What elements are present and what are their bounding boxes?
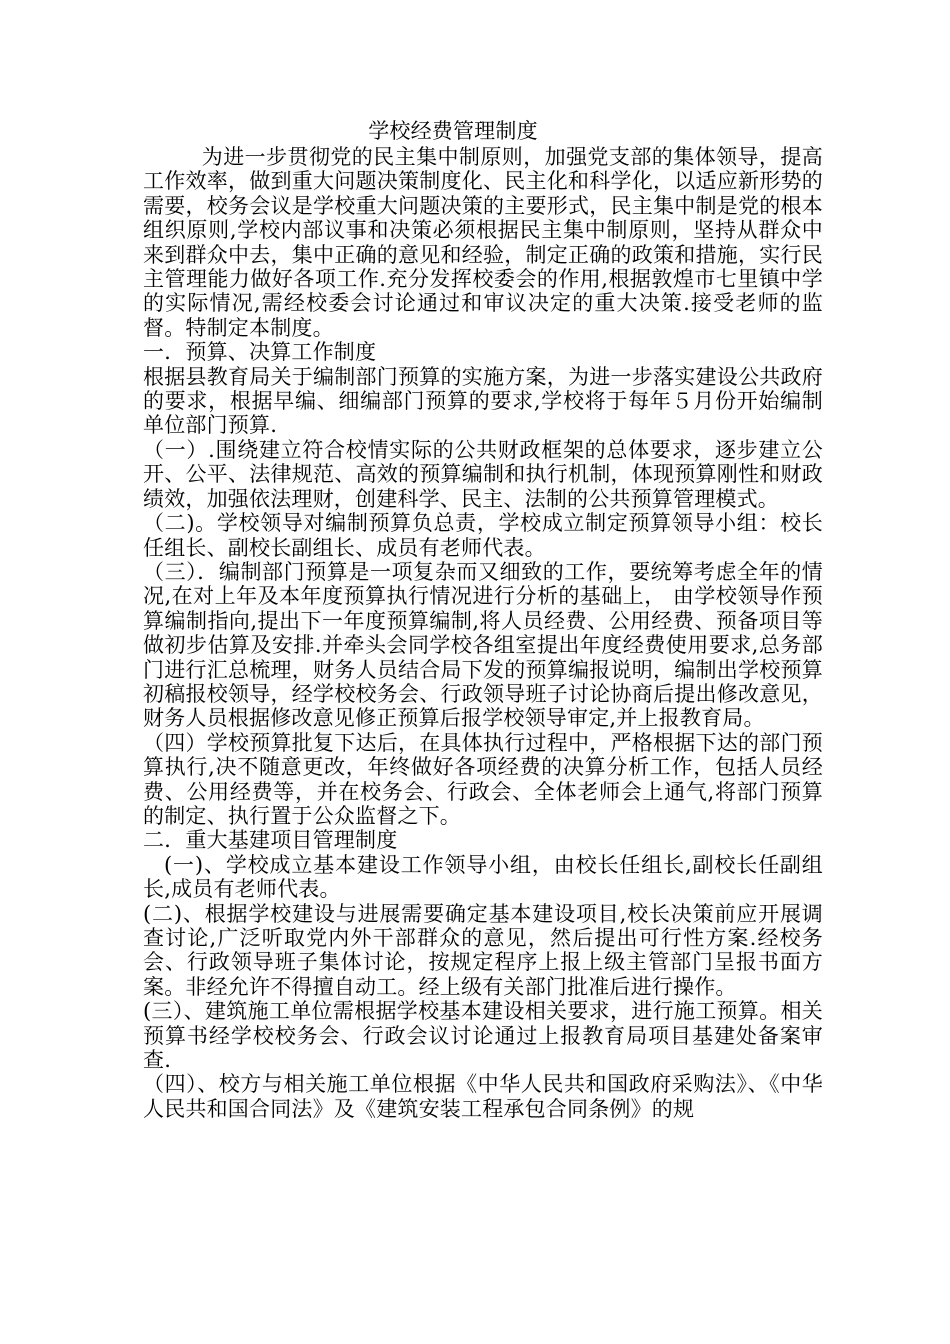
budget-item-4: （四）学校预算批复下达后，在具体执行过程中，严格根据下达的部门预算执行,决不随意更改，年终做好各项经费的决算分析工作，包括人员经费、公用经费等，并在校务会、行政会、全体老师会上通气,将部门预算的制定、执行置于公众监督之下。: [143, 730, 823, 828]
budget-intro-paragraph: 根据县教育局关于编制部门预算的实施方案，为进一步落实建设公共政府的要求，根据早编、细编部门预算的要求,学校将于每年５月份开始编制单位部门预算.: [143, 364, 823, 438]
section-heading-construction: 二．重大基建项目管理制度: [143, 828, 398, 853]
intro-paragraph: 为进一步贯彻党的民主集中制原则，加强党支部的集体领导，提高工作效率，做到重大问题决策制度化、民主化和科学化，以适应新形势的需要，校务会议是学校重大问题决策的主要形式，民主集中制是党的根本组织原则,学校内部议事和决策必须根据民主集中制原则，坚持从群众中来到群众中去，集中正确的意见和经验，制定正确的政策和措施，实行民主管理能力做好各项工作.充分发挥校委会的作用,根据敦煌市七里镇中学的实际情况,需经校委会讨论通过和审议决定的重大决策.接受老师的监督。特制定本制度。: [143, 145, 823, 340]
document-page: [143, 118, 823, 1121]
budget-item-1: （一）.围绕建立符合校情实际的公共财政框架的总体要求，逐步建立公开、公平、法律规范、高效的预算编制和执行机制，体现预算刚性和财政绩效，加强依法理财，创建科学、民主、法制的公共预算管理模式。: [143, 437, 823, 511]
construction-item-3: (三）、建筑施工单位需根据学校基本建设相关要求，进行施工预算。相关预算书经学校校务会、行政会议讨论通过上报教育局项目基建处备案审查.: [143, 999, 823, 1073]
section-heading-budget: 一．预算、决算工作制度: [143, 340, 377, 365]
document-title: 学校经费管理制度: [368, 119, 538, 143]
budget-item-3: （三）．编制部门预算是一项复杂而又细致的工作，要统筹考虑全年的情况,在对上年及本年度预算执行情况进行分析的基础上， 由学校领导作预算编制指向,提出下一年度预算编制,将人员经费、公用经费、预备项目等做初步估算及安排.并牵头会同学校各组室提出年度经费使用要求,总务部门进行汇总梳理，财务人员结合局下发的预算编报说明，编制出学校预算初稿报校领导，经学校校务会、行政领导班子讨论协商后提出修改意见，财务人员根据修改意见修正预算后报学校领导审定,并上报教育局。: [143, 559, 823, 731]
construction-item-1: (一)、学校成立基本建设工作领导小组，由校长任组长,副校长任副组长,成员有老师代表。: [143, 852, 823, 902]
construction-item-2: (二)、根据学校建设与进展需要确定基本建设项目,校长决策前应开展调查讨论,广泛听取党内外干部群众的意见，然后提出可行性方案.经校务会、行政领导班子集体讨论，按规定程序上报上级主管部门呈报书面方案。非经允许不得擅自动工。经上级有关部门批准后进行操作。: [143, 901, 823, 999]
budget-item-2: （二)。学校领导对编制预算负总责，学校成立制定预算领导小组：校长任组长、副校长副组长、成员有老师代表。: [143, 511, 823, 560]
construction-item-4: （四）、校方与相关施工单位根据《中华人民共和国政府采购法》、《中华人民共和国合同法》及《建筑安装工程承包合同条例》的规: [143, 1072, 823, 1121]
